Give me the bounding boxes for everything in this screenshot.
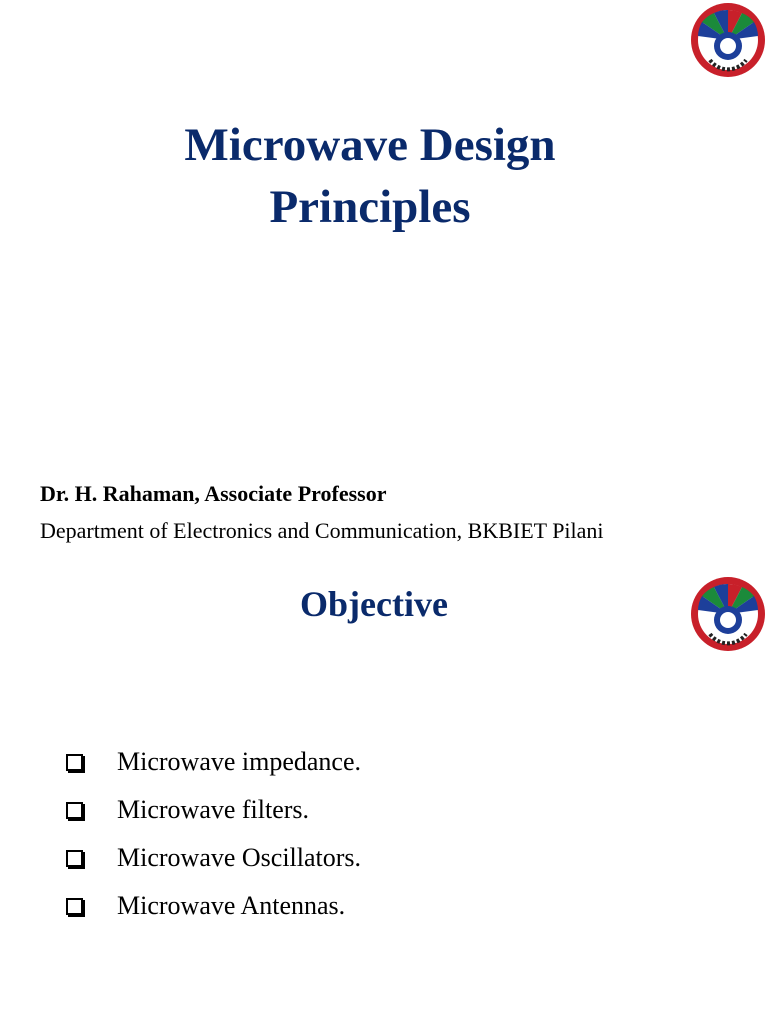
list-item [66,786,361,834]
checkbox-bullet-icon [66,754,83,771]
bullet-text: Microwave Oscillators. [117,843,362,872]
author-name: Dr. H. Rahaman, Associate Professor [40,481,387,506]
department-name: Department of Electronics and Communication, BKBIET Pilani [40,518,604,543]
list-item [66,882,361,930]
checkbox-bullet-icon [66,898,83,915]
title-line-2: Principles [269,181,471,233]
bullet-text: Microwave impedance. [117,747,362,776]
checkbox-bullet-icon [66,850,83,867]
objective-list [66,738,361,930]
institute-emblem-icon [688,0,768,80]
checkbox-bullet-icon [66,802,83,819]
objective-heading: Objective [300,584,448,624]
bullet-text: Microwave filters. [117,795,310,824]
objective-slide [0,560,768,1024]
title-line-1: Microwave Design [184,119,556,171]
list-item [66,834,361,882]
bullet-text: Microwave Antennas. [117,891,346,920]
slide-title [0,114,740,238]
list-item [66,738,361,786]
